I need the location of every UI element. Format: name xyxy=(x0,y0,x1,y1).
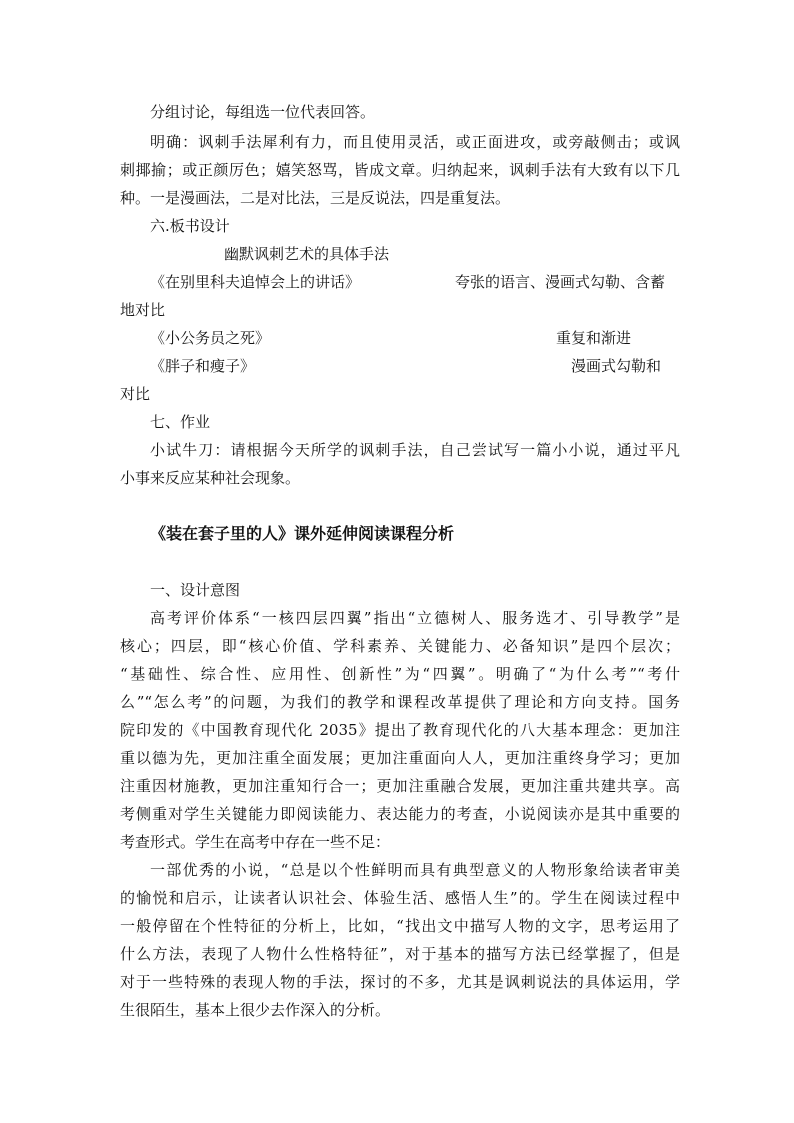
paragraph-line: “基础性、综合性、应用性、创新性”为“四翼”。明确了“为什么考”“考什 xyxy=(120,665,680,683)
board-row-work: 《在别里科夫追悼会上的讲话》 xyxy=(150,273,361,291)
paragraph-line: 考侧重对学生关键能力即阅读能力、表达能力的考查，小说阅读亦是其中重要的 xyxy=(120,805,680,823)
paragraph-line: 生很陌生，基本上很少去作深入的分析。 xyxy=(120,1001,391,1019)
paragraph-line: 什么方法，表现了人物什么性格特征”，对于基本的描写方法已经掌握了，但是 xyxy=(120,945,680,963)
paragraph-line: 核心；四层，即“核心价值、学科素养、关键能力、必备知识”是四个层次； xyxy=(120,637,680,655)
board-row-continuation: 地对比 xyxy=(120,301,166,319)
board-row-method: 漫画式勾勒和 xyxy=(571,357,662,375)
discussion-intro: 分组讨论，每组选一位代表回答。 xyxy=(150,103,376,121)
mingque-line-1: 明确：讽刺手法犀利有力，而且使用灵活，或正面进攻，或旁敲侧击；或讽 xyxy=(150,133,680,151)
paragraph-line: 高考评价体系“一核四层四翼”指出“立德树人、服务选才、引导教学”是 xyxy=(150,609,680,627)
paragraph-line: 院印发的《中国教育现代化 2035》提出了教育现代化的八大基本理念：更加注 xyxy=(120,721,680,739)
paragraph-line: 么”“怎么考”的问题，为我们的教学和课程改革提供了理论和方向支持。国务 xyxy=(120,693,680,711)
article-title: 《装在套子里的人》课外延伸阅读课程分析 xyxy=(150,524,455,543)
mingque-line-3: 种。一是漫画法，二是对比法，三是反说法，四是重复法。 xyxy=(120,189,511,207)
board-row-method: 重复和渐进 xyxy=(556,329,632,347)
paragraph-line: 的愉悦和启示，让读者认识社会、体验生活、感悟人生”的。学生在阅读过程中 xyxy=(120,889,680,907)
paragraph-line: 重以德为先，更加注重全面发展；更加注重面向人人，更加注重终身学习；更加 xyxy=(120,749,680,767)
board-design-heading: 六.板书设计 xyxy=(150,217,230,235)
mingque-line-2: 刺揶揄；或正颜厉色；嬉笑怒骂，皆成文章。归纳起来，讽刺手法有大致有以下几 xyxy=(120,161,680,179)
homework-line-2: 小事来反应某种社会现象。 xyxy=(120,469,301,487)
paragraph-line: 对于一些特殊的表现人物的手法，探讨的不多，尤其是讽刺说法的具体运用，学 xyxy=(120,973,680,991)
board-row-work: 《胖子和瘦子》 xyxy=(150,357,256,375)
board-row-continuation: 对比 xyxy=(120,385,151,403)
paragraph-line: 注重因材施教，更加注重知行合一；更加注重融合发展，更加注重共建共享。高 xyxy=(120,777,680,795)
board-row-method: 夸张的语言、漫画式勾勒、含蓄 xyxy=(455,273,666,291)
paragraph-line: 一般停留在个性特征的分析上，比如，“找出文中描写人物的文字，思考运用了 xyxy=(120,917,680,935)
paragraph-line: 一部优秀的小说，“总是以个性鲜明而具有典型意义的人物形象给读者审美 xyxy=(150,861,680,879)
section-heading-design-intent: 一、设计意图 xyxy=(150,581,241,599)
board-row-work: 《小公务员之死》 xyxy=(150,329,271,347)
homework-line-1: 小试牛刀：请根据今天所学的讽刺手法，自己尝试写一篇小小说，通过平凡 xyxy=(150,441,680,459)
board-title: 幽默讽刺艺术的具体手法 xyxy=(224,245,390,263)
paragraph-line: 考查形式。学生在高考中存在一些不足： xyxy=(120,833,391,851)
homework-heading: 七、作业 xyxy=(150,413,211,431)
